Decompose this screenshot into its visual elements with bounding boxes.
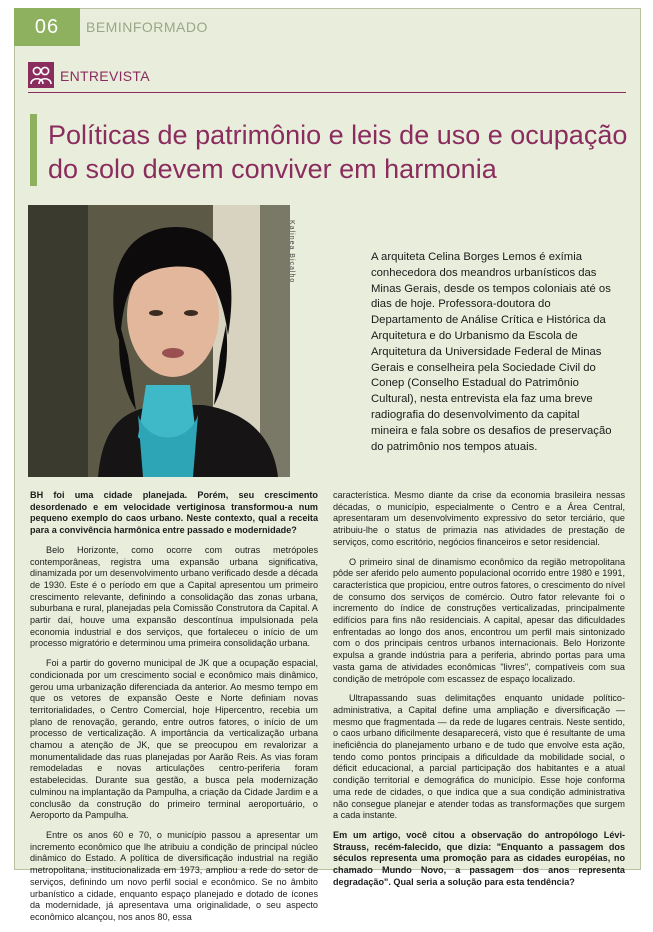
publication-name-left: BEM	[86, 19, 118, 35]
body-paragraph: Entre os anos 60 e 70, o município passou a apresentar um incremento econômico que lhe atribuiu a condição de principal núcleo dinâmico do Estado. A política de diversificação industrial na região metropolitana, institucionalizada em 1973, ampliou a rede do setor de serviços, definindo um novo perfil social e econômico. Se no âmbito urbanístico a cidade, enquanto espaço planejado e dotado de ícones da modernidade, já apresentava uma originalidade, o seu aspecto econômico alcançou, nos anos 80, essa	[30, 829, 318, 922]
section-divider	[28, 92, 626, 93]
people-group-icon	[28, 62, 54, 88]
publication-name-right: INFORMADO	[117, 19, 208, 35]
title-accent-bar	[30, 114, 37, 186]
body-column-right	[333, 490, 625, 897]
photo-credit: Kalinea Bicalho	[288, 220, 295, 284]
body-paragraph: Belo Horizonte, como ocorre com outras metrópoles contemporâneas, registra uma expansão urbana significativa, dinamizada por um desenvolvimento urbano verificado desde a década de 1930. Este é o período em que a Capital apresentou um primeiro crescimento relevante, definindo a consolidação das zonas urbana, suburbana e rural, planejadas pela Comissão Construtora da Capital. A partir daí, houve uma expansão descontínua impulsionada pela economia industrial e dos serviços, que fortaleceu o início de um processo migratório e determinou uma primeira consolidação urbana.	[30, 544, 318, 649]
publication-name	[86, 19, 208, 35]
portrait-photo	[28, 205, 290, 477]
section-label: ENTREVISTA	[60, 68, 150, 84]
body-paragraph: Foi a partir do governo municipal de JK que a ocupação espacial, condicionada por um crescimento social e econômico mais dinâmico, gerou uma urbanização diferenciada da anterior. Ao mesmo tempo em que os vetores de expansão Oeste e Norte definiam novas territorialidades, o Centro Comercial, hoje Hipercentro, recebia um plano de renovação, gerando, entre outros fatores, o início de um processo de verticalização. A importância da verticalização urbana chamou a atenção de JK, que se preocupou em revalorizar a monumentalidade das ruas planejadas por Aarão Reis. As vias foram remodeladas e novas articulações centro-periferia foram estabelecidas. Durante sua gestão, a busca pela modernização culminou na implantação da Pampulha, a criação da Cidade Jardim e a conclusão da construção do primeiro terminal aeroportuário, o Aeroporto da Pampulha.	[30, 658, 318, 821]
interview-question: Em um artigo, você citou a observação do antropólogo Lévi-Strauss, recém-falecido, que dizia: "Enquanto a passagem dos séculos representa uma promoção para as cidades européias, no chamado Mundo Novo, a passagem dos anos representa degradação". Qual seria a solução para esta tendência?	[333, 829, 625, 887]
intro-paragraph: A arquiteta Celina Borges Lemos é exímia conhecedora dos meandros urbanísticos das Minas Gerais, desde os tempos coloniais até os dias de hoje. Professora-doutora do Departamento de Análise Crítica e Histórica da Arquitetura e do Urbanismo da Escola de Arquitetura da Universidade Federal de Minas Gerais e conselheira pela Sociedade Civil do Conep (Conselho Estadual do Patrimônio Cultural), nesta entrevista ela faz uma breve radiografia do desenvolvimento da capital mineira e fala sobre os desafios de preservação do patrimônio nos tempos atuais.	[371, 251, 612, 453]
interview-question: BH foi uma cidade planejada. Porém, seu crescimento desordenado e em velocidade vertiginosa transformou-a num pequeno exemplo do caos urbano. Neste contexto, qual a receita para a convivência harmônica entre passado e modernidade?	[30, 490, 318, 536]
body-paragraph: característica. Mesmo diante da crise da economia brasileira nessas décadas, o município, especialmente o Centro e a Área Central, apresentaram um desenvolvimento expressivo do setor terciário, que atribuiu-lhe o status de primazia nas atividades de prestação de serviços, como escritório, negócios financeiros e setor residencial.	[333, 490, 625, 547]
body-paragraph: O primeiro sinal de dinamismo econômico da região metropolitana pôde ser aferido pelo aumento populacional ocorrido entre 1980 e 1991, característica que propiciou, entre outros fatores, o crescimento do nível de consumo dos serviços de comércio. Outro fator relevante foi o incremento do índice de construções verticalizadas, principalmente edifícios para fins não residenciais. A capital, apesar das dificuldades enfrentadas ao longo dos anos, encontrou um perfil mais sintonizado com o dos principais centros urbanos internacionais. Belo Horizonte expulsa a grande indústria para a periferia, abrindo portas para uma vasta gama de atividades econômicas "livres", compatíveis com sua condição de metrópole com escassez de espaço localizado.	[333, 556, 625, 684]
article-title: Políticas de patrimônio e leis de uso e ocupação do solo devem conviver em harmonia	[48, 120, 628, 184]
page-number: 06	[14, 8, 80, 46]
body-column-left	[30, 490, 318, 932]
body-paragraph: Ultrapassando suas delimitações enquanto unidade político-administrativa, a Capital define uma ampliação e diversificação — mesmo que fragmentada — da rede de lugares centrais. Neste sentido, o caos urbano dificilmente desaparecerá, visto que é resultante de uma ineficiência do planejamento urbano e de tudo que envolve esta ação, tendo como pontos principais a dificuldade da mobilidade social, o déficit educacional, a parcial participação dos habitantes e a atual condição territorial e demográfica do município. Esse hoje conforma uma rede de cidades, o que indica que a sua condição administrativa não consegue planejar e atender todas as transformações que surgem a cada instante.	[333, 693, 625, 821]
